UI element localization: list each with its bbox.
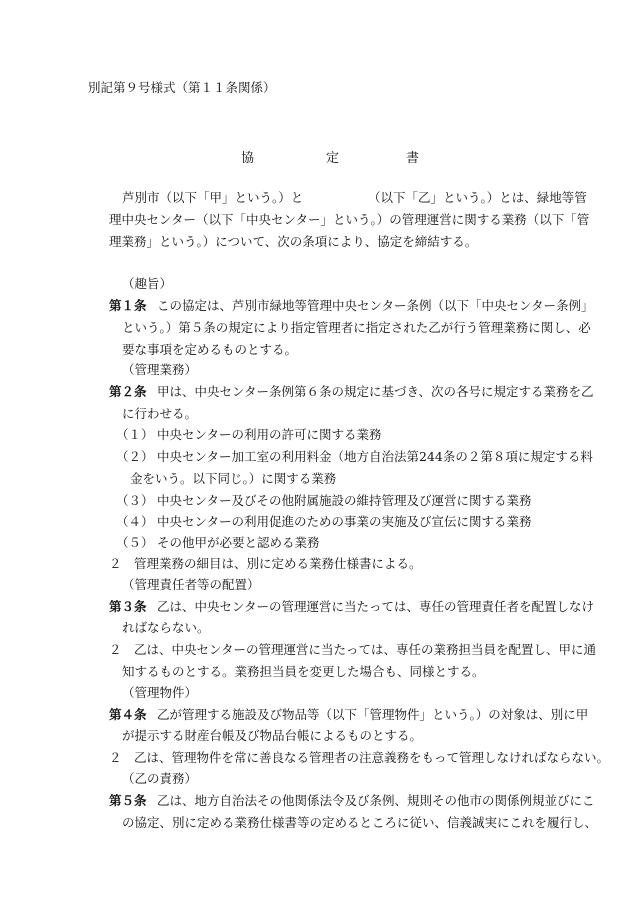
art3-number: 第３条 (109, 599, 147, 614)
art1-line-2: という。）第５条の規定により指定管理者に指定された乙が行う管理業務に関し、必 (122, 320, 591, 335)
preamble-line-1a: 芦別市（以下「甲」という。）と (122, 190, 304, 205)
art5-caption: （乙の責務） (122, 771, 198, 786)
title-char-1: 協 (241, 151, 255, 166)
art2-item-text-3: 中央センター及びその他附属施設の維持管理及び運営に関する業務 (157, 493, 532, 508)
art2-item-no-5: （５） (116, 535, 154, 550)
art2-number: 第２条 (109, 384, 147, 399)
art5-line-1: 乙は、地方自治法その他関係法令及び条例、規則その他市の関係例規並びにこ (157, 793, 595, 808)
art3-line-1: 乙は、中央センターの管理運営に当たっては、専任の管理責任者を配置しなけ (157, 599, 595, 614)
art2-item-text-4: 中央センターの利用促進のための事業の実施及び宣伝に関する業務 (157, 514, 532, 529)
art3-line-2: ればならない。 (122, 620, 210, 635)
art1-number: 第１条 (109, 298, 147, 313)
preamble-line-3: 理業務」という。）について、次の条項により、協定を締結する。 (109, 234, 478, 249)
art2-caption: （管理業務） (122, 362, 198, 377)
art4-paragraph-2: ２ 乙は、管理物件を常に善良なる管理者の注意義務をもって管理しなければならない。 (109, 750, 610, 765)
art2-item-no-3: （３） (116, 493, 154, 508)
art3-paragraph-2b: 知するものとする。業務担当員を変更した場合も、同様とする。 (122, 664, 485, 679)
preamble-line-2: 理中央センター（以下「中央センター」という。）の管理運営に関する業務（以下「管 (109, 212, 590, 227)
art2-item-text-2: 中央センター加工室の利用料金（地方自治法第244条の２第８項に規定する料 (157, 449, 593, 464)
title-char-3: 書 (406, 151, 420, 166)
art4-line-1: 乙が管理する施設及び物品等（以下「管理物件」という。）の対象は、別に甲 (157, 707, 589, 722)
art2-line-1: 甲は、中央センター条例第６条の規定に基づき、次の各号に規定する業務を乙 (157, 384, 594, 399)
art1-line-3: 要な事項を定めるものとする。 (122, 342, 298, 357)
art2-item-no-1: （１） (116, 427, 154, 442)
art5-number: 第５条 (109, 793, 147, 808)
art4-number: 第４条 (109, 707, 147, 722)
art3-paragraph-2a: ２ 乙は、中央センターの管理運営に当たっては、専任の業務担当員を配置し、甲に通 (109, 642, 597, 657)
art4-line-2: が提示する財産台帳及び物品台帳によるものとする。 (122, 728, 423, 743)
art4-caption: （管理物件） (122, 685, 198, 700)
art2-item-text-5: その他甲が必要と認める業務 (157, 535, 320, 550)
preamble-line-1b: （以下「乙」という。）とは、緑地等管 (368, 190, 587, 205)
art2-item-text-2-cont: 金をいう。以下同じ。）に関する業務 (130, 471, 337, 486)
art5-line-2: の協定、別に定める業務仕様書等の定めるところに従い、信義誠実にこれを履行し、 (122, 815, 598, 830)
art2-paragraph-2: ２ 管理業務の細目は、別に定める業務仕様書による。 (109, 556, 422, 571)
art2-item-text-1: 中央センターの利用の許可に関する業務 (157, 427, 382, 442)
art1-caption: （趣旨） (122, 276, 173, 291)
art2-line-2: に行わせる。 (122, 406, 198, 421)
art2-item-no-4: （４） (116, 514, 154, 529)
title-char-2: 定 (326, 151, 340, 166)
art2-item-no-2: （２） (116, 449, 154, 464)
art3-caption: （管理責任者等の配置） (122, 577, 260, 592)
form-header: 別記第９号様式（第１１条関係） (88, 80, 276, 95)
art1-line-1: この協定は、芦別市緑地等管理中央センター条例（以下「中央センター条例」 (157, 298, 594, 313)
